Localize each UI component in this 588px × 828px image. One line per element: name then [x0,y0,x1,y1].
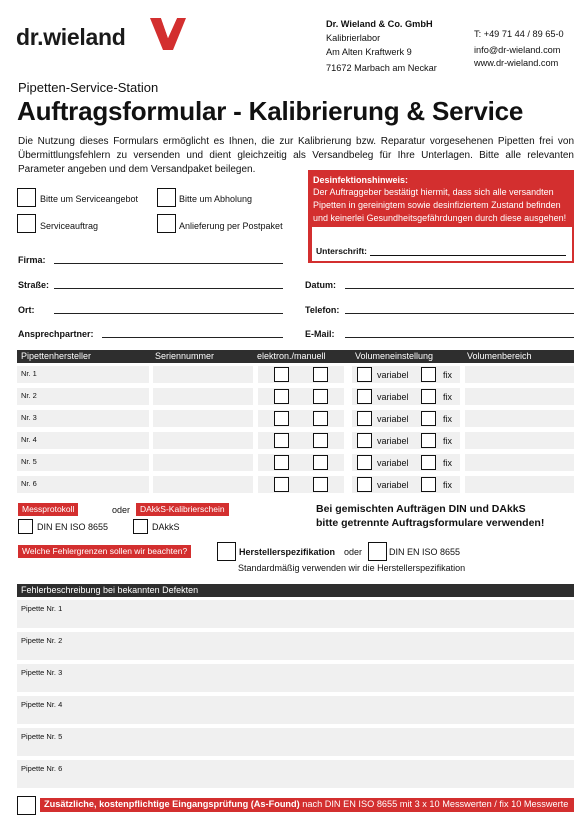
type-cell [258,454,344,471]
contact-field-label: Ansprechpartner: [18,329,94,339]
column-serial-number: Seriennummer [155,351,215,361]
volume-range-cell[interactable] [465,366,574,383]
variable-label: variabel [377,392,409,402]
dakks-label: DAkkS [152,522,180,532]
variable-checkbox[interactable] [357,367,372,382]
defect-row-label: Pipette Nr. 5 [21,732,63,741]
defect-row-label: Pipette Nr. 6 [21,764,63,773]
manual-checkbox[interactable] [313,389,328,404]
variable-label: variabel [377,458,409,468]
date-field[interactable] [345,288,574,289]
manual-checkbox[interactable] [313,477,328,492]
pickup-label: Bitte um Abholung [179,194,253,204]
company-field-label: Firma: [18,255,46,265]
serial-number-cell[interactable] [153,454,253,471]
fixed-label: fix [443,414,452,424]
fixed-checkbox[interactable] [421,477,436,492]
city-field-label: Ort: [18,305,35,315]
phone-field-label: Telefon: [305,305,340,315]
disinfection-text: Der Auftraggeber bestätigt hiermit, dass sich alle versandten Pipetten in gereinigtem sowie desinfiziertem Zustand befinden und keinerlei Gesundheitsgefährdungen durch diese ausgehen! [313,187,567,223]
row-label: Nr. 4 [21,435,37,444]
row-label: Nr. 1 [21,369,37,378]
address-line: Kalibrierlabor [326,33,381,43]
as-found-text [44,799,568,809]
defect-row-label: Pipette Nr. 1 [21,604,63,613]
mixed-orders-note-line: Bei gemischten Aufträgen DIN und DAkkS [316,503,526,515]
company-email[interactable]: info@dr-wieland.com [474,45,561,55]
din-checkbox[interactable] [18,519,33,534]
variable-checkbox[interactable] [357,411,372,426]
disinfection-title: Desinfektionshinweis: [313,175,409,185]
pipette-table-header [17,350,574,363]
serial-number-cell[interactable] [153,366,253,383]
row-label: Nr. 3 [21,413,37,422]
as-found-bar [40,798,574,812]
volume-range-cell[interactable] [465,410,574,427]
din-label: DIN EN ISO 8655 [37,522,109,532]
serial-number-cell[interactable] [153,476,253,493]
fixed-checkbox[interactable] [421,389,436,404]
electronic-checkbox[interactable] [274,389,289,404]
error-limits-question: Welche Fehlergrenzen sollen wir beachten? [18,545,191,558]
variable-checkbox[interactable] [357,389,372,404]
manufacturer-spec-checkbox[interactable] [217,542,236,561]
pickup-checkbox[interactable] [157,188,176,207]
manual-checkbox[interactable] [313,455,328,470]
logo-text: dr.wieland [16,24,126,50]
defect-row-label: Pipette Nr. 3 [21,668,63,677]
volume-range-cell[interactable] [465,432,574,449]
electronic-checkbox[interactable] [274,455,289,470]
as-found-bold: Zusätzliche, kostenpflichtige Eingangsprüfung (As-Found) [44,799,300,809]
signature-box[interactable] [312,227,572,261]
fixed-label: fix [443,458,452,468]
variable-checkbox[interactable] [357,477,372,492]
type-cell [258,410,344,427]
phone-field[interactable] [345,313,574,314]
defect-row-label: Pipette Nr. 2 [21,636,63,645]
mixed-orders-note [316,502,544,530]
din-spec-label: DIN EN ISO 8655 [389,547,461,557]
default-spec-note: Standardmäßig verwenden wir die Herstellerspezifikation [238,563,466,573]
error-limits-or: oder [344,547,363,557]
dakks-checkbox[interactable] [133,519,148,534]
defect-row[interactable] [17,600,574,628]
manual-checkbox[interactable] [313,367,328,382]
street-field[interactable] [54,288,283,289]
fixed-checkbox[interactable] [421,367,436,382]
type-cell [258,476,344,493]
column-volume-range: Volumenbereich [467,351,532,361]
fixed-checkbox[interactable] [421,455,436,470]
serial-number-cell[interactable] [153,410,253,427]
signature-label: Unterschrift: [316,246,368,256]
defect-row-label: Pipette Nr. 4 [21,700,63,709]
type-cell [258,388,344,405]
defects-header-label: Fehlerbeschreibung bei bekannten Defekten [21,585,199,595]
date-field-label: Datum: [305,280,336,290]
form-subtitle: Pipetten-Service-Station [18,80,159,95]
email-field[interactable] [345,337,574,338]
mixed-orders-note-line: bitte getrennte Auftragsformulare verwenden! [316,517,545,529]
email-field-label: E-Mail: [305,329,335,339]
company-field[interactable] [54,263,283,264]
company-web[interactable]: www.dr-wieland.com [474,58,559,68]
defect-row[interactable] [17,632,574,660]
fixed-label: fix [443,436,452,446]
row-label: Nr. 6 [21,479,37,488]
signature-line[interactable] [370,255,566,256]
defect-row[interactable] [17,696,574,724]
as-found-rest: nach DIN EN ISO 8655 mit 3 x 10 Messwerten / fix 10 Messwerte [299,799,569,809]
service-order-checkbox[interactable] [17,214,36,233]
row-label: Nr. 5 [21,457,37,466]
manual-checkbox[interactable] [313,433,328,448]
contact-field[interactable] [102,337,283,338]
service-order-label: Serviceauftrag [40,221,99,231]
form-title: Auftragsformular - Kalibrierung & Service [17,96,524,126]
column-volume-setting: Volumeneinstellung [355,351,434,361]
service-offer-checkbox[interactable] [17,188,36,207]
fixed-checkbox[interactable] [421,433,436,448]
serial-number-cell[interactable] [153,388,253,405]
city-field[interactable] [54,313,283,314]
variable-label: variabel [377,480,409,490]
manufacturer-spec-label: Herstellerspezifikation [239,547,336,557]
disinfection-notice [308,170,574,263]
fixed-label: fix [443,480,452,490]
variable-checkbox[interactable] [357,455,372,470]
type-cell [258,366,344,383]
electronic-checkbox[interactable] [274,367,289,382]
logo-check-icon [150,16,186,52]
address-line: Am Alten Kraftwerk 9 [326,47,412,57]
company-phone: T: +49 71 44 / 89 65-0 [474,29,564,39]
electronic-checkbox[interactable] [274,477,289,492]
defect-row[interactable] [17,760,574,788]
intro-text: Die Nutzung dieses Formulars ermöglicht es Ihnen, die zur Kalibrierung bzw. Reparatur vorgesehenen Pipetten frei von Übermittlungsfehlern zu versenden und dient gleichzeitig als Versandbeleg für Ihre Unterlagen. Bitte alle relevanten Parameter angeben und dem Versandpaket beilegen. [18,136,574,175]
electronic-checkbox[interactable] [274,411,289,426]
as-found-checkbox[interactable] [17,796,36,815]
company-contact [474,27,564,70]
volume-range-cell[interactable] [465,454,574,471]
volume-range-cell[interactable] [465,388,574,405]
street-field-label: Straße: [18,280,50,290]
service-offer-label: Bitte um Serviceangebot [40,194,139,204]
protocol-label: Messprotokoll [18,503,78,516]
fixed-label: fix [443,370,452,380]
column-manufacturer: Pipettenhersteller [21,351,92,361]
serial-number-cell[interactable] [153,432,253,449]
defect-row[interactable] [17,728,574,756]
parcel-delivery-label: Anlieferung per Postpaket [179,221,283,231]
fixed-checkbox[interactable] [421,411,436,426]
defects-header [17,584,574,597]
column-type: elektron./manuell [257,351,326,361]
variable-label: variabel [377,370,409,380]
dakks-certificate-label: DAkkS-Kalibrierschein [136,503,229,516]
variable-checkbox[interactable] [357,433,372,448]
variable-label: variabel [377,414,409,424]
defect-row[interactable] [17,664,574,692]
manual-checkbox[interactable] [313,411,328,426]
parcel-delivery-checkbox[interactable] [157,214,176,233]
certificate-or: oder [112,505,131,515]
company-address [326,17,437,75]
type-cell [258,432,344,449]
electronic-checkbox[interactable] [274,433,289,448]
address-line: 71672 Marbach am Neckar [326,63,437,73]
volume-range-cell[interactable] [465,476,574,493]
row-label: Nr. 2 [21,391,37,400]
din-spec-checkbox[interactable] [368,542,387,561]
company-name: Dr. Wieland & Co. GmbH [326,19,433,29]
fixed-label: fix [443,392,452,402]
variable-label: variabel [377,436,409,446]
